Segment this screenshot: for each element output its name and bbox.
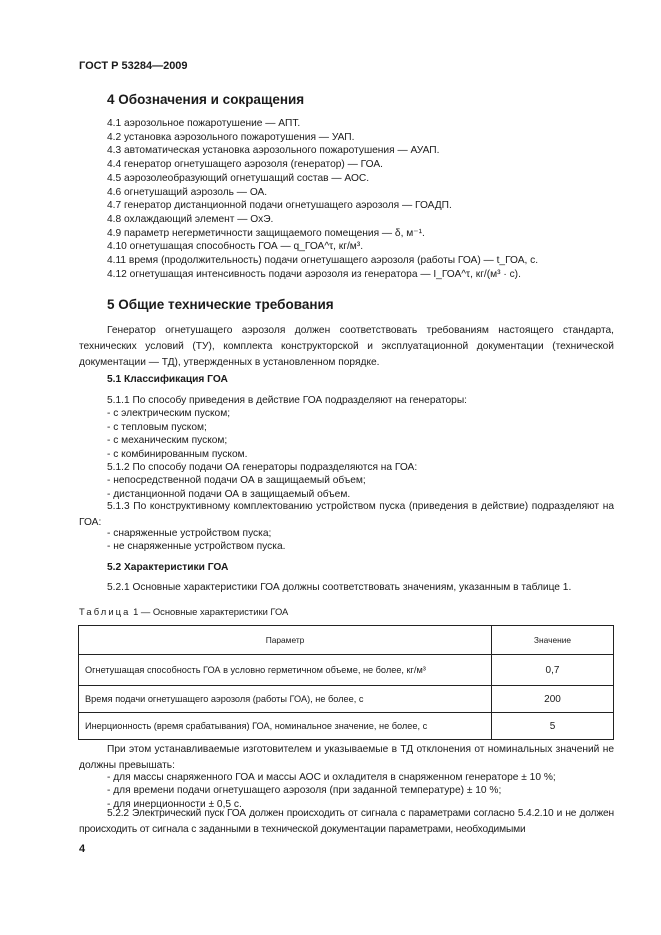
classification-item: - дистанционной подачи ОА в защищаемый объем.: [107, 488, 351, 500]
abbreviation-item: 4.11 время (продолжительность) подачи огнетушащего аэрозоля (работы ГОА) — t_ГОА, с.: [107, 255, 539, 266]
classification-item: - с комбинированным пуском.: [107, 448, 248, 460]
clause-5-2-1: 5.2.1 Основные характеристики ГОА должны соответствовать значениям, указанным в таблице 1.: [107, 582, 572, 593]
table-cell-value: 0,7: [492, 655, 614, 686]
table-row: [79, 713, 614, 740]
classification-item: - с тепловым пуском;: [107, 421, 207, 433]
deviation-paragraph: При этом устанавливаемые изготовителем и указываемые в ТД отклонения от номинальных значений не должны превышать:: [79, 744, 614, 771]
abbreviation-item: 4.6 огнетушащий аэрозоль — ОА.: [107, 186, 268, 198]
section-5-1-title: 5.1 Классификация ГОА: [107, 374, 228, 385]
col-header-parameter: Параметр: [79, 626, 492, 655]
abbreviation-item: 4.2 установка аэрозольного пожаротушения — УАП.: [107, 131, 355, 143]
classification-item: - с электрическим пуском;: [107, 408, 231, 420]
abbreviation-item: 4.8 охлаждающий элемент — ОхЭ.: [107, 213, 274, 225]
deviation-item: - для времени подачи огнетушащего аэрозоля (при заданной температуре) ± 10 %;: [107, 785, 502, 797]
launch-device-item: - не снаряженные устройством пуска.: [107, 541, 286, 553]
classification-item: 5.1.2 По способу подачи ОА генераторы подразделяются на ГОА:: [107, 462, 418, 473]
col-header-value: Значение: [492, 626, 614, 655]
abbreviation-item: 4.7 генератор дистанционной подачи огнетушащего аэрозоля — ГОАДП.: [107, 200, 452, 212]
table-cell-value: 5: [492, 713, 614, 740]
table-caption-text: 1 — Основные характеристики ГОА: [133, 606, 289, 617]
abbreviation-item: 4.12 огнетушащая интенсивность подачи аэрозоля из генератора — I_ГОА^τ, кг/(м³ · с).: [107, 268, 521, 280]
classification-item: - непосредственной подачи ОА в защищаемый объем;: [107, 475, 366, 487]
section-4-title: 4 Обозначения и сокращения: [107, 92, 305, 107]
deviation-item: - для инерционности ± 0,5 с.: [107, 798, 242, 810]
intro-paragraph: Генератор огнетушащего аэрозоля должен соответствовать требованиям настоящего стандарта, технических условий (ТУ), комплекта конструкторской и эксплуатационной документации (технической документации — ТД), утвержденных в установленном порядке.: [79, 325, 614, 368]
table-cell-parameter: Время подачи огнетушащего аэрозоля (работы ГОА), не более, с: [79, 686, 492, 713]
classification-item: - с механическим пуском;: [107, 435, 228, 447]
abbreviation-item: 4.9 параметр негерметичности защищаемого помещения — δ, м⁻¹.: [107, 227, 425, 239]
table-row: [79, 686, 614, 713]
clause-5-2-2: 5.2.2 Электрический пуск ГОА должен происходить от сигнала с параметрами согласно 5.4.2.10 и не должен происходить от сигнала с заданными в технической документации параметрами, необходимыми: [79, 808, 614, 835]
section-5-intro: [79, 323, 614, 371]
table-header-row: [79, 626, 614, 655]
clause-5-2-2-block: [79, 806, 614, 838]
deviation-item: - для массы снаряженного ГОА и массы АОС и охладителя в снаряженном генераторе ± 10 %;: [107, 772, 556, 783]
table-cell-value: 200: [492, 686, 614, 713]
after-table-paragraph: [79, 742, 614, 774]
table-caption-prefix: Таблица: [79, 606, 131, 617]
abbreviation-item: 4.1 аэрозольное пожаротушение — АПТ.: [107, 118, 301, 129]
page-number: 4: [79, 843, 86, 855]
clause-5-1-3: 5.1.3 По конструктивному комплектованию устройством пуска (приведения в действие) подразделяют на ГОА:: [79, 501, 614, 528]
section-5-2-title: 5.2 Характеристики ГОА: [107, 562, 229, 573]
table-row: [79, 655, 614, 686]
abbreviation-item: 4.5 аэрозолеобразующий огнетушащий состав — АОС.: [107, 172, 370, 184]
classification-item: 5.1.1 По способу приведения в действие ГОА подразделяют на генераторы:: [107, 395, 467, 406]
characteristics-table: [78, 625, 614, 740]
abbreviation-item: 4.10 огнетушащая способность ГОА — q_ГОА^τ, кг/м³.: [107, 241, 364, 253]
document-header: ГОСТ Р 53284—2009: [79, 60, 188, 72]
table-cell-parameter: Инерционность (время срабатывания) ГОА, номинальное значение, не более, с: [79, 713, 492, 740]
abbreviation-item: 4.4 генератор огнетушащего аэрозоля (генератор) — ГОА.: [107, 159, 383, 171]
section-5-title: 5 Общие технические требования: [107, 297, 334, 312]
table-cell-parameter: Огнетушащая способность ГОА в условно герметичном объеме, не более, кг/м³: [79, 655, 492, 686]
abbreviation-item: 4.3 автоматическая установка аэрозольного пожаротушения — АУАП.: [107, 145, 440, 157]
table-caption: [79, 606, 288, 617]
launch-device-item: - снаряженные устройством пуска;: [107, 528, 272, 539]
